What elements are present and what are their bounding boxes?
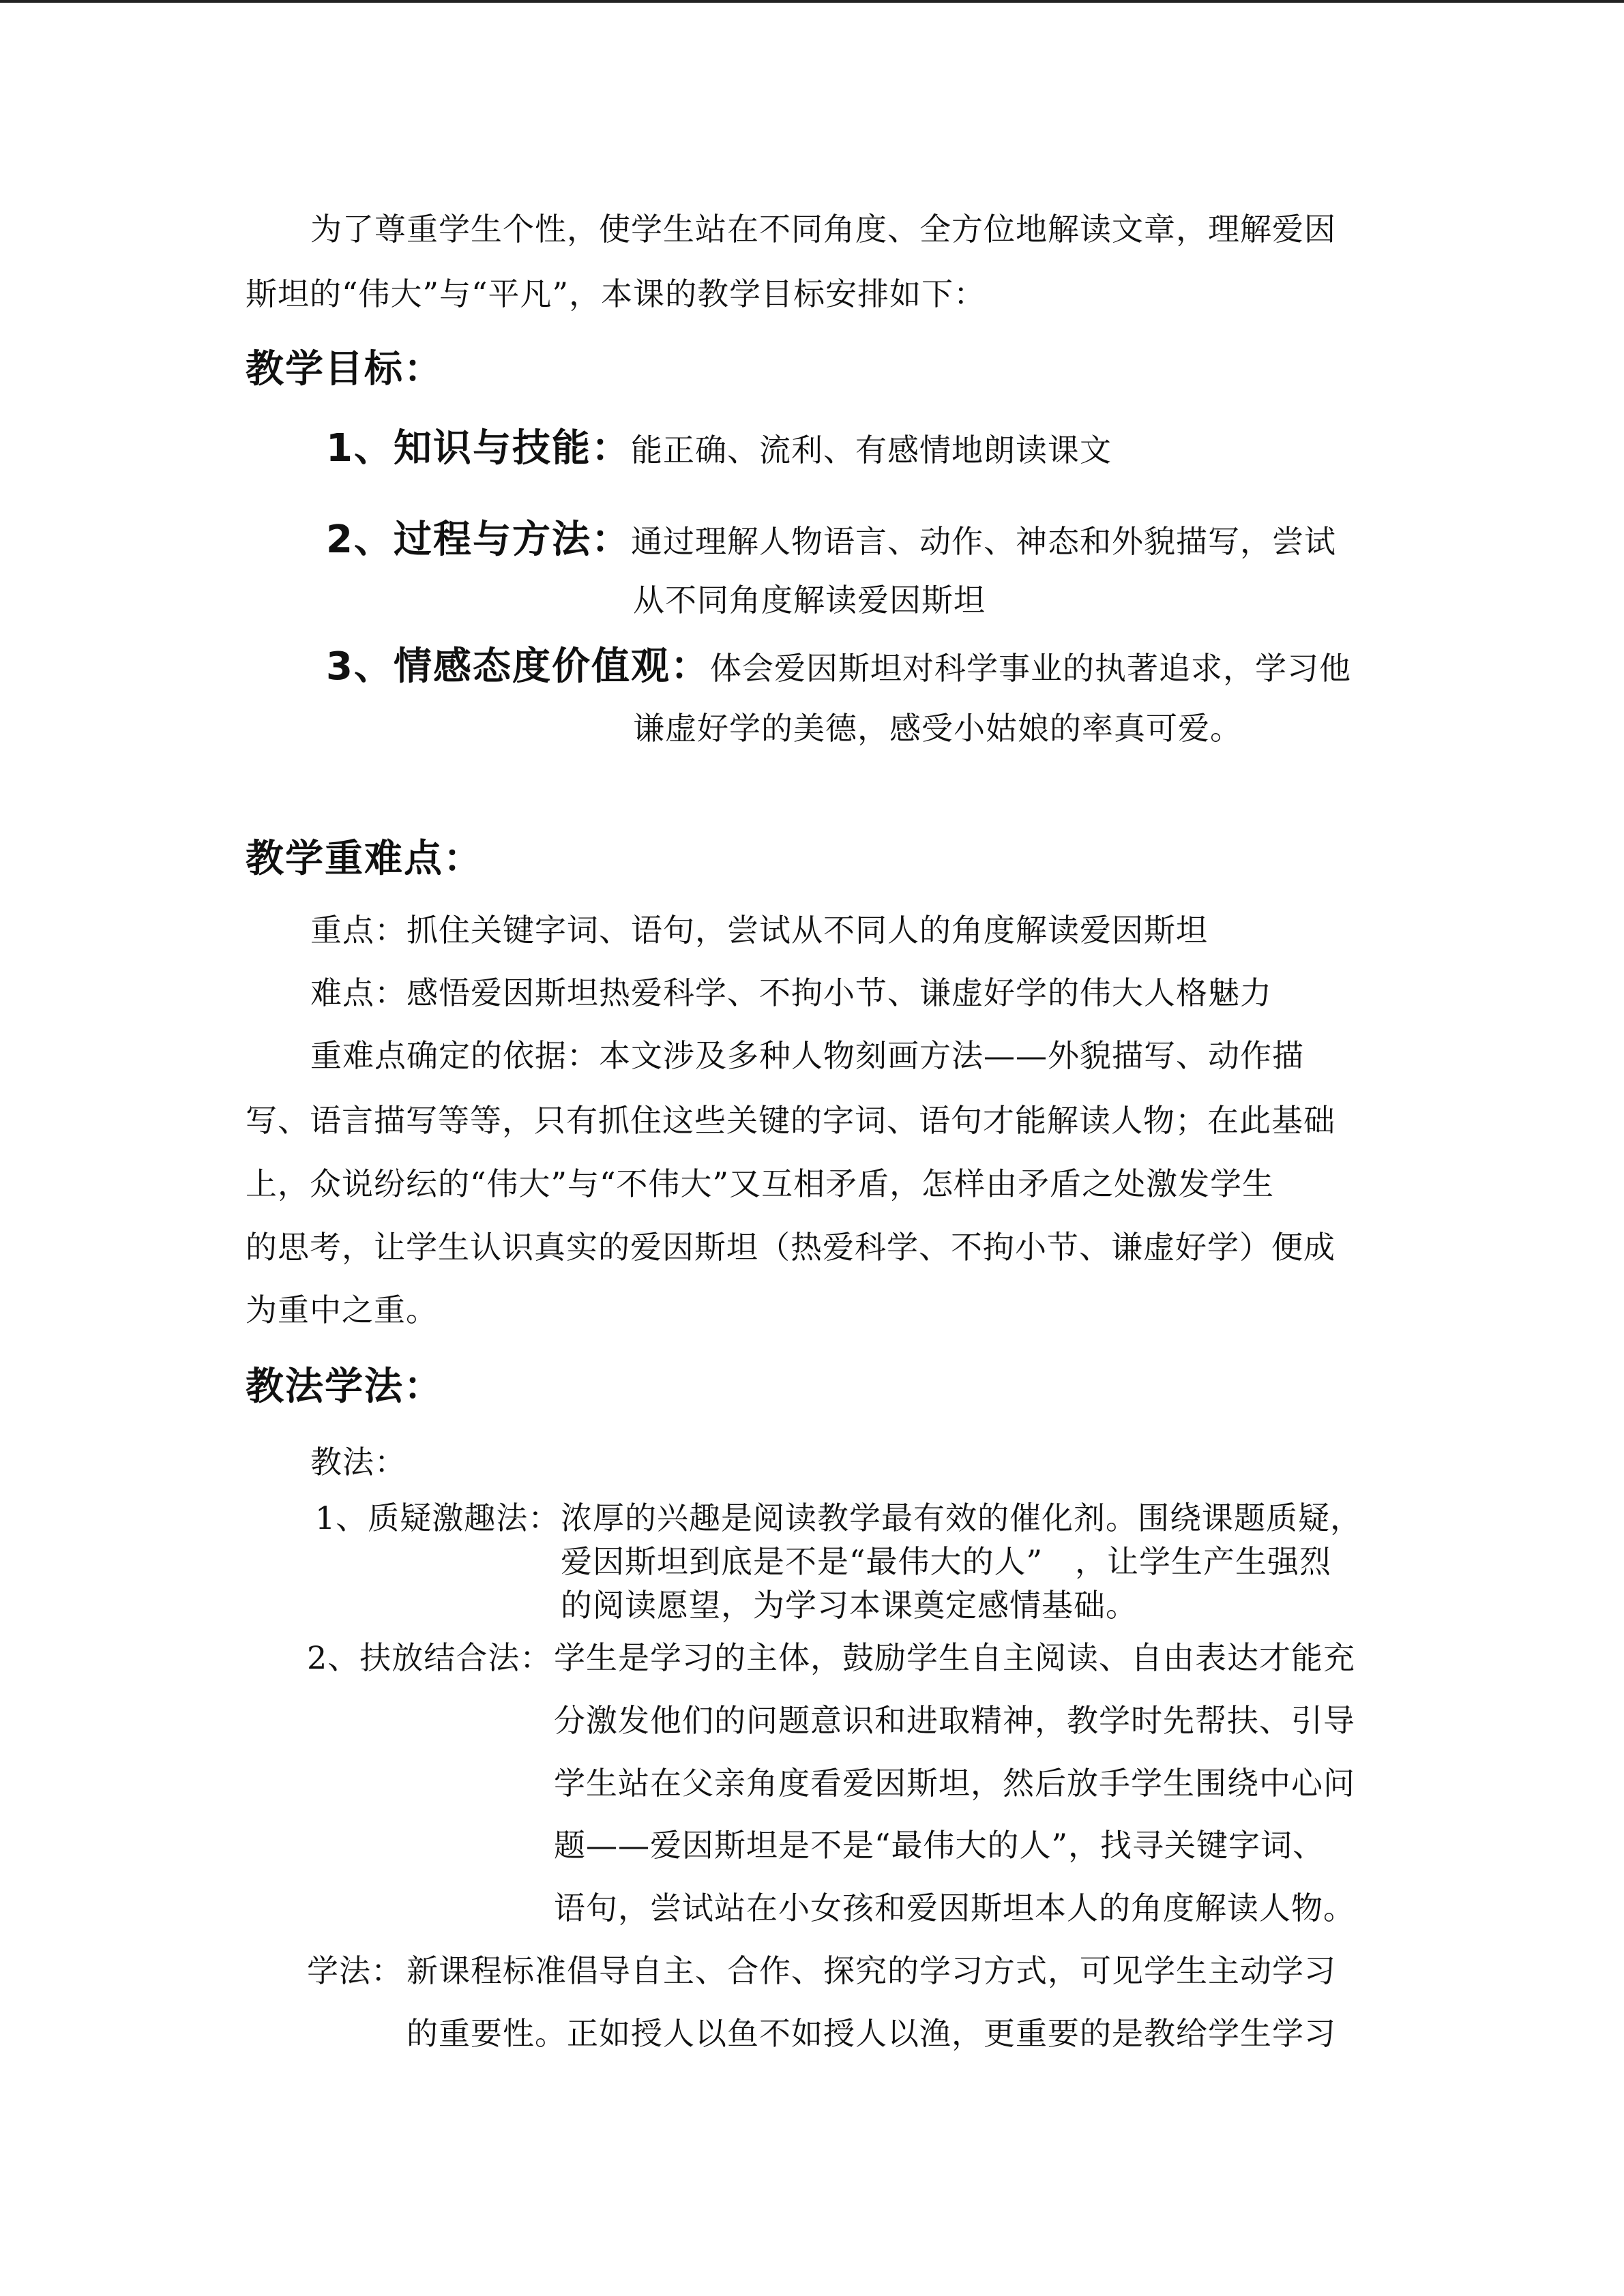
learning-line-2: 的重要性。正如授人以鱼不如授人以渔，更重要的是教给学生学习 — [407, 2015, 1336, 2052]
learning-methods-label: 学法： — [307, 1952, 403, 1989]
keypoint-basis-3: 上，众说纷纭的“伟大”与“不伟大”又互相矛盾，怎样由矛盾之处激发学生 — [246, 1165, 1275, 1202]
teaching-methods-label: 教法： — [310, 1444, 407, 1480]
intro-line-2: 斯坦的“伟大”与“平凡”，本课的教学目标安排如下： — [246, 275, 986, 312]
objective-2-label: 2、过程与方法： — [326, 518, 631, 562]
keypoint-basis-2: 写、语言描写等等，只有抓住这些关键的字词、语句才能解读人物；在此基础 — [246, 1102, 1335, 1139]
objective-3 — [326, 645, 1351, 690]
learning-line-1: 新课程标准倡导自主、合作、探究的学习方式，可见学生主动学习 — [407, 1952, 1336, 1989]
keypoint-basis-5: 为重中之重。 — [246, 1292, 438, 1328]
objective-3-label: 3、情感态度价值观： — [326, 644, 710, 689]
method-2-line-1: 学生是学习的主体，鼓励学生自主阅读、自由表达才能充 — [554, 1639, 1355, 1676]
objective-2-text-2: 从不同角度解读爱因斯坦 — [633, 582, 986, 618]
keypoint-basis-4: 的思考，让学生认识真实的爱因斯坦（热爱科学、不拘小节、谦虚好学）便成 — [246, 1229, 1335, 1266]
method-2-line-5: 语句，尝试站在小女孩和爱因斯坦本人的角度解读人物。 — [554, 1890, 1355, 1926]
method-2-line-3: 学生站在父亲角度看爱因斯坦，然后放手学生围绕中心问 — [554, 1765, 1355, 1802]
method-2-label: 2、扶放结合法： — [307, 1639, 552, 1676]
objective-3-text-1: 体会爱因斯坦对科学事业的执著追求，学习他 — [709, 650, 1351, 687]
top-border-line — [0, 0, 1624, 3]
objective-3-text-2: 谦虚好学的美德，感受小姑娘的率真可爱。 — [633, 710, 1242, 747]
objective-1-text: 能正确、流利、有感情地朗读课文 — [630, 432, 1112, 468]
objective-1 — [326, 427, 1112, 472]
method-1-line-2: 爱因斯坦到底是不是“最伟大的人” ，让学生产生强烈 — [561, 1543, 1332, 1580]
method-2-line-4: 题——爱因斯坦是不是“最伟大的人”，找寻关键字词、 — [554, 1827, 1325, 1864]
objective-2-text-1: 通过理解人物语言、动作、神态和外貌描写，尝试 — [630, 523, 1336, 560]
method-1-label: 1、质疑激趣法： — [315, 1500, 561, 1536]
method-1-line-1: 浓厚的兴趣是阅读教学最有效的催化剂。围绕课题质疑， — [561, 1500, 1362, 1536]
keypoint-difficulty: 难点：感悟爱因斯坦热爱科学、不拘小节、谦虚好学的伟大人格魅力 — [310, 974, 1272, 1011]
keypoint-key: 重点：抓住关键字词、语句，尝试从不同人的角度解读爱因斯坦 — [310, 912, 1208, 949]
objective-1-label: 1、知识与技能： — [326, 426, 631, 471]
objective-2 — [326, 518, 1336, 563]
keypoint-basis-1: 重难点确定的依据：本文涉及多种人物刻画方法——外貌描写、动作描 — [310, 1037, 1304, 1074]
intro-line-1: 为了尊重学生个性，使学生站在不同角度、全方位地解读文章，理解爱因 — [310, 211, 1336, 248]
objectives-heading: 教学目标： — [246, 347, 443, 391]
method-2-line-2: 分激发他们的问题意识和进取精神，教学时先帮扶、引导 — [554, 1702, 1355, 1739]
methods-heading: 教法学法： — [246, 1365, 443, 1409]
keypoints-heading: 教学重难点： — [246, 837, 483, 881]
method-1-line-3: 的阅读愿望，为学习本课奠定感情基础。 — [561, 1587, 1138, 1624]
